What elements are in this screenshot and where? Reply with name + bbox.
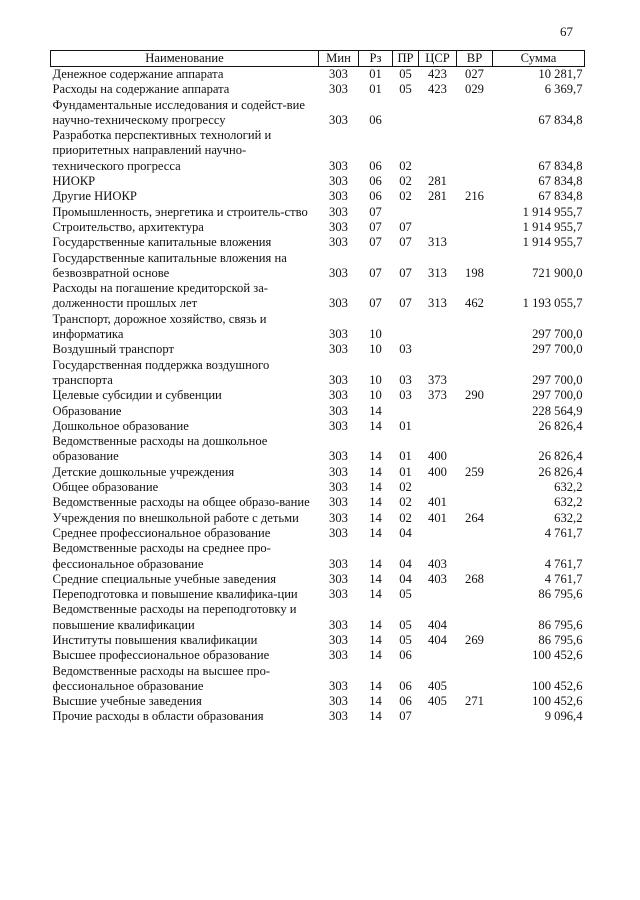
cell-name: Промышленность, энергетика и строитель-ство (52, 204, 308, 219)
cell-pr (393, 98, 419, 129)
cell-min: 303 (329, 525, 348, 540)
cell-csr (419, 128, 457, 174)
cell-vr: 259 (465, 464, 484, 479)
table-row (51, 404, 585, 419)
cell-rz: 14 (369, 678, 382, 693)
cell-name: Государственные капитальные вложения на безвозвратной основе (52, 250, 287, 280)
cell-name: Денежное содержание аппарата (52, 67, 224, 81)
cell-rz: 06 (369, 158, 382, 173)
cell-csr: 400 (428, 464, 447, 479)
table-row (51, 281, 585, 312)
cell-csr: 423 (428, 67, 447, 81)
cell-sum: 67 834,8 (538, 174, 583, 189)
cell-name: Среднее профессиональное образование (52, 525, 271, 540)
cell-vr: 269 (465, 632, 484, 647)
table-header-row (51, 51, 585, 67)
cell-sum: 4 761,7 (544, 525, 583, 540)
cell-sum: 100 452,6 (532, 678, 583, 693)
cell-min: 303 (329, 709, 348, 724)
cell-pr: 07 (399, 296, 412, 311)
cell-name: Институты повышения квалификации (52, 632, 258, 647)
cell-csr: 401 (428, 495, 447, 510)
cell-pr: 05 (399, 82, 412, 97)
cell-rz: 14 (369, 571, 382, 586)
cell-vr (457, 495, 493, 510)
table-row (51, 189, 585, 204)
cell-pr: 02 (399, 510, 412, 525)
cell-pr: 07 (399, 219, 412, 234)
cell-csr: 373 (428, 388, 447, 403)
cell-min: 303 (329, 174, 348, 189)
cell-min: 303 (329, 418, 348, 433)
cell-name: Ведомственные расходы на дошкольное образование (52, 434, 268, 464)
cell-name: НИОКР (52, 174, 96, 189)
header-min: Мин (319, 51, 359, 67)
cell-sum: 67 834,8 (538, 189, 583, 204)
cell-vr: 264 (465, 510, 484, 525)
table-row (51, 633, 585, 648)
cell-rz: 07 (369, 265, 382, 280)
cell-sum: 67 834,8 (538, 112, 583, 127)
cell-sum: 4 761,7 (544, 571, 583, 586)
cell-min: 303 (329, 571, 348, 586)
cell-min: 303 (329, 158, 348, 173)
cell-sum: 632,2 (554, 495, 583, 510)
cell-rz: 14 (369, 449, 382, 464)
cell-min: 303 (329, 327, 348, 342)
cell-name: Высшее профессиональное образование (52, 648, 270, 663)
cell-pr: 07 (399, 709, 412, 724)
cell-vr (457, 358, 493, 389)
cell-min: 303 (329, 265, 348, 280)
cell-name: Переподготовка и повышение квалифика-ции (52, 587, 298, 602)
table-row (51, 694, 585, 709)
cell-name: Расходы на погашение кредиторской за-долженности прошлых лет (52, 281, 268, 311)
cell-csr: 313 (428, 235, 447, 250)
cell-rz: 06 (369, 174, 382, 189)
cell-pr: 04 (399, 556, 412, 571)
cell-sum: 26 826,4 (538, 449, 583, 464)
cell-min: 303 (329, 67, 348, 81)
table-row (51, 419, 585, 434)
cell-rz: 10 (369, 342, 382, 357)
cell-min: 303 (329, 189, 348, 204)
cell-csr (419, 342, 457, 357)
cell-sum: 228 564,9 (532, 403, 583, 418)
cell-sum: 100 452,6 (532, 648, 583, 663)
table-row (51, 82, 585, 97)
cell-csr (419, 419, 457, 434)
cell-rz: 14 (369, 556, 382, 571)
cell-vr (457, 128, 493, 174)
header-pr: ПР (393, 51, 419, 67)
header-name: Наименование (51, 51, 319, 67)
cell-rz: 14 (369, 495, 382, 510)
cell-sum: 1 193 055,7 (522, 296, 583, 311)
table-row (51, 602, 585, 633)
cell-rz: 10 (369, 372, 382, 387)
cell-min: 303 (329, 235, 348, 250)
cell-rz: 14 (369, 418, 382, 433)
cell-name: Воздушный транспорт (52, 342, 174, 357)
cell-vr: 029 (465, 82, 484, 97)
cell-csr (419, 709, 457, 724)
cell-min: 303 (329, 372, 348, 387)
cell-pr: 05 (399, 632, 412, 647)
cell-csr (419, 480, 457, 495)
cell-pr: 01 (399, 418, 412, 433)
cell-vr (457, 587, 493, 602)
cell-csr (419, 220, 457, 235)
table-row (51, 709, 585, 724)
cell-sum: 86 795,6 (538, 632, 583, 647)
cell-pr: 07 (399, 265, 412, 280)
cell-name: Ведомственные расходы на высшее про-фессиональное образование (52, 663, 271, 693)
table-row (51, 388, 585, 403)
cell-csr: 403 (428, 571, 447, 586)
cell-sum: 86 795,6 (538, 617, 583, 632)
table-row (51, 342, 585, 357)
cell-rz: 06 (369, 112, 382, 127)
cell-sum: 26 826,4 (538, 418, 583, 433)
table-row (51, 434, 585, 465)
table-row (51, 511, 585, 526)
cell-name: Другие НИОКР (52, 189, 137, 204)
cell-name: Учреждения по внешкольной работе с детьми (52, 510, 299, 525)
cell-csr: 405 (428, 678, 447, 693)
cell-csr (419, 526, 457, 541)
cell-csr: 313 (428, 265, 447, 280)
table-row (51, 480, 585, 495)
budget-table (50, 50, 585, 725)
cell-vr: 027 (465, 67, 484, 81)
cell-vr (457, 602, 493, 633)
cell-min: 303 (329, 403, 348, 418)
cell-pr: 01 (399, 464, 412, 479)
table-row (51, 648, 585, 663)
cell-vr: 290 (465, 388, 484, 403)
table-row (51, 174, 585, 189)
cell-rz: 07 (369, 235, 382, 250)
cell-sum: 67 834,8 (538, 158, 583, 173)
cell-name: Государственная поддержка воздушного транспорта (52, 357, 270, 387)
cell-name: Образование (52, 403, 122, 418)
cell-min: 303 (329, 464, 348, 479)
cell-min: 303 (329, 617, 348, 632)
cell-rz: 14 (369, 648, 382, 663)
cell-name: Ведомственные расходы на среднее про-фессиональное образование (52, 541, 271, 571)
cell-pr (393, 404, 419, 419)
cell-pr: 01 (399, 449, 412, 464)
cell-pr: 04 (399, 525, 412, 540)
cell-name: Детские дошкольные учреждения (52, 464, 235, 479)
cell-sum: 297 700,0 (532, 342, 583, 357)
cell-rz: 14 (369, 525, 382, 540)
cell-rz: 14 (369, 403, 382, 418)
cell-sum: 632,2 (554, 480, 583, 495)
table-row (51, 128, 585, 174)
cell-vr (457, 541, 493, 572)
cell-vr: 271 (465, 694, 484, 709)
cell-sum: 26 826,4 (538, 464, 583, 479)
table-row (51, 98, 585, 129)
cell-vr (457, 434, 493, 465)
cell-min: 303 (329, 204, 348, 219)
cell-vr: 216 (465, 189, 484, 204)
cell-min: 303 (329, 632, 348, 647)
table-row (51, 541, 585, 572)
cell-pr: 04 (399, 571, 412, 586)
table-row (51, 67, 585, 83)
cell-name: Государственные капитальные вложения (52, 235, 272, 250)
table-row (51, 495, 585, 510)
cell-name: Высшие учебные заведения (52, 694, 202, 709)
cell-rz: 10 (369, 327, 382, 342)
cell-sum: 297 700,0 (532, 372, 583, 387)
cell-vr (457, 648, 493, 663)
cell-rz: 06 (369, 189, 382, 204)
cell-pr: 03 (399, 372, 412, 387)
cell-csr: 313 (428, 296, 447, 311)
table-row (51, 220, 585, 235)
table-row (51, 572, 585, 587)
cell-rz: 14 (369, 709, 382, 724)
cell-sum: 1 914 955,7 (522, 219, 583, 234)
cell-csr (419, 98, 457, 129)
cell-sum: 6 369,7 (544, 82, 583, 97)
cell-pr: 07 (399, 235, 412, 250)
cell-pr: 06 (399, 694, 412, 709)
cell-name: Средние специальные учебные заведения (52, 571, 277, 586)
cell-csr (419, 648, 457, 663)
cell-min: 303 (329, 480, 348, 495)
cell-min: 303 (329, 388, 348, 403)
cell-sum: 86 795,6 (538, 587, 583, 602)
cell-pr: 02 (399, 158, 412, 173)
cell-sum: 1 914 955,7 (522, 204, 583, 219)
cell-name: Транспорт, дорожное хозяйство, связь и информатика (52, 311, 267, 342)
cell-csr: 404 (428, 632, 447, 647)
cell-rz: 14 (369, 587, 382, 602)
cell-name: Строительство, архитектура (52, 219, 204, 234)
cell-min: 303 (329, 82, 348, 97)
cell-name: Общее образование (52, 480, 159, 495)
cell-rz: 01 (369, 82, 382, 97)
cell-min: 303 (329, 587, 348, 602)
cell-vr (457, 174, 493, 189)
cell-pr: 06 (399, 678, 412, 693)
cell-pr (393, 312, 419, 343)
cell-pr (393, 205, 419, 220)
cell-sum: 9 096,4 (544, 709, 583, 724)
cell-vr: 462 (465, 296, 484, 311)
cell-csr: 281 (428, 174, 447, 189)
cell-pr: 03 (399, 342, 412, 357)
cell-name: Фундаментальные исследования и содейст-вие научно-техническому прогрессу (52, 97, 305, 127)
cell-csr (419, 404, 457, 419)
cell-vr (457, 526, 493, 541)
cell-min: 303 (329, 556, 348, 571)
cell-csr: 404 (428, 617, 447, 632)
cell-rz: 14 (369, 632, 382, 647)
table-row (51, 465, 585, 480)
cell-pr: 03 (399, 388, 412, 403)
cell-pr: 02 (399, 174, 412, 189)
cell-csr: 405 (428, 694, 447, 709)
cell-csr (419, 205, 457, 220)
cell-csr: 403 (428, 556, 447, 571)
cell-pr: 02 (399, 189, 412, 204)
cell-vr (457, 709, 493, 724)
header-sum: Сумма (493, 51, 585, 67)
page-number: 67 (560, 24, 573, 39)
cell-csr: 401 (428, 510, 447, 525)
cell-csr: 373 (428, 372, 447, 387)
cell-name: Дошкольное образование (52, 418, 189, 433)
cell-csr: 423 (428, 82, 447, 97)
table-body (51, 67, 585, 725)
cell-rz: 14 (369, 510, 382, 525)
cell-min: 303 (329, 112, 348, 127)
cell-vr (457, 404, 493, 419)
cell-rz: 14 (369, 694, 382, 709)
table-row (51, 526, 585, 541)
cell-vr (457, 419, 493, 434)
table-row (51, 312, 585, 343)
header-rz: Рз (359, 51, 393, 67)
cell-min: 303 (329, 510, 348, 525)
cell-vr (457, 205, 493, 220)
cell-rz: 01 (369, 67, 382, 81)
cell-sum: 100 452,6 (532, 694, 583, 709)
cell-min: 303 (329, 495, 348, 510)
cell-vr (457, 220, 493, 235)
cell-rz: 14 (369, 617, 382, 632)
cell-min: 303 (329, 219, 348, 234)
cell-vr: 268 (465, 571, 484, 586)
cell-pr: 02 (399, 480, 412, 495)
table-row (51, 587, 585, 602)
cell-pr: 02 (399, 495, 412, 510)
header-vr: ВР (457, 51, 493, 67)
cell-csr (419, 312, 457, 343)
cell-name: Разработка перспективных технологий и приоритетных направлений научно-технического прогресса (52, 128, 272, 173)
cell-rz: 10 (369, 388, 382, 403)
cell-csr (419, 587, 457, 602)
cell-min: 303 (329, 296, 348, 311)
cell-min: 303 (329, 342, 348, 357)
cell-vr (457, 235, 493, 250)
cell-vr (457, 312, 493, 343)
cell-pr: 05 (399, 617, 412, 632)
cell-sum: 632,2 (554, 510, 583, 525)
table-row (51, 205, 585, 220)
cell-min: 303 (329, 694, 348, 709)
cell-sum: 297 700,0 (532, 388, 583, 403)
cell-pr: 05 (399, 587, 412, 602)
cell-rz: 07 (369, 219, 382, 234)
cell-rz: 07 (369, 296, 382, 311)
cell-sum: 10 281,7 (538, 67, 583, 81)
header-csr: ЦСР (419, 51, 457, 67)
cell-name: Расходы на содержание аппарата (52, 82, 230, 97)
cell-name: Прочие расходы в области образования (52, 709, 264, 724)
cell-pr: 06 (399, 648, 412, 663)
cell-rz: 07 (369, 204, 382, 219)
cell-min: 303 (329, 449, 348, 464)
cell-sum: 721 900,0 (532, 265, 583, 280)
cell-min: 303 (329, 678, 348, 693)
cell-sum: 4 761,7 (544, 556, 583, 571)
table-row (51, 251, 585, 282)
cell-sum: 297 700,0 (532, 327, 583, 342)
cell-min: 303 (329, 648, 348, 663)
cell-vr (457, 480, 493, 495)
cell-name: Ведомственные расходы на общее образо-вание (52, 495, 310, 510)
cell-name: Ведомственные расходы на переподготовку и повышение квалификации (52, 602, 297, 632)
cell-rz: 14 (369, 480, 382, 495)
cell-pr: 05 (399, 67, 412, 81)
table-row (51, 235, 585, 250)
cell-sum: 1 914 955,7 (522, 235, 583, 250)
cell-csr: 400 (428, 449, 447, 464)
cell-vr (457, 664, 493, 695)
table-row (51, 358, 585, 389)
cell-rz: 14 (369, 464, 382, 479)
cell-csr: 281 (428, 189, 447, 204)
table-row (51, 664, 585, 695)
cell-vr: 198 (465, 265, 484, 280)
cell-vr (457, 98, 493, 129)
cell-name: Целевые субсидии и субвенции (52, 388, 222, 403)
cell-vr (457, 342, 493, 357)
